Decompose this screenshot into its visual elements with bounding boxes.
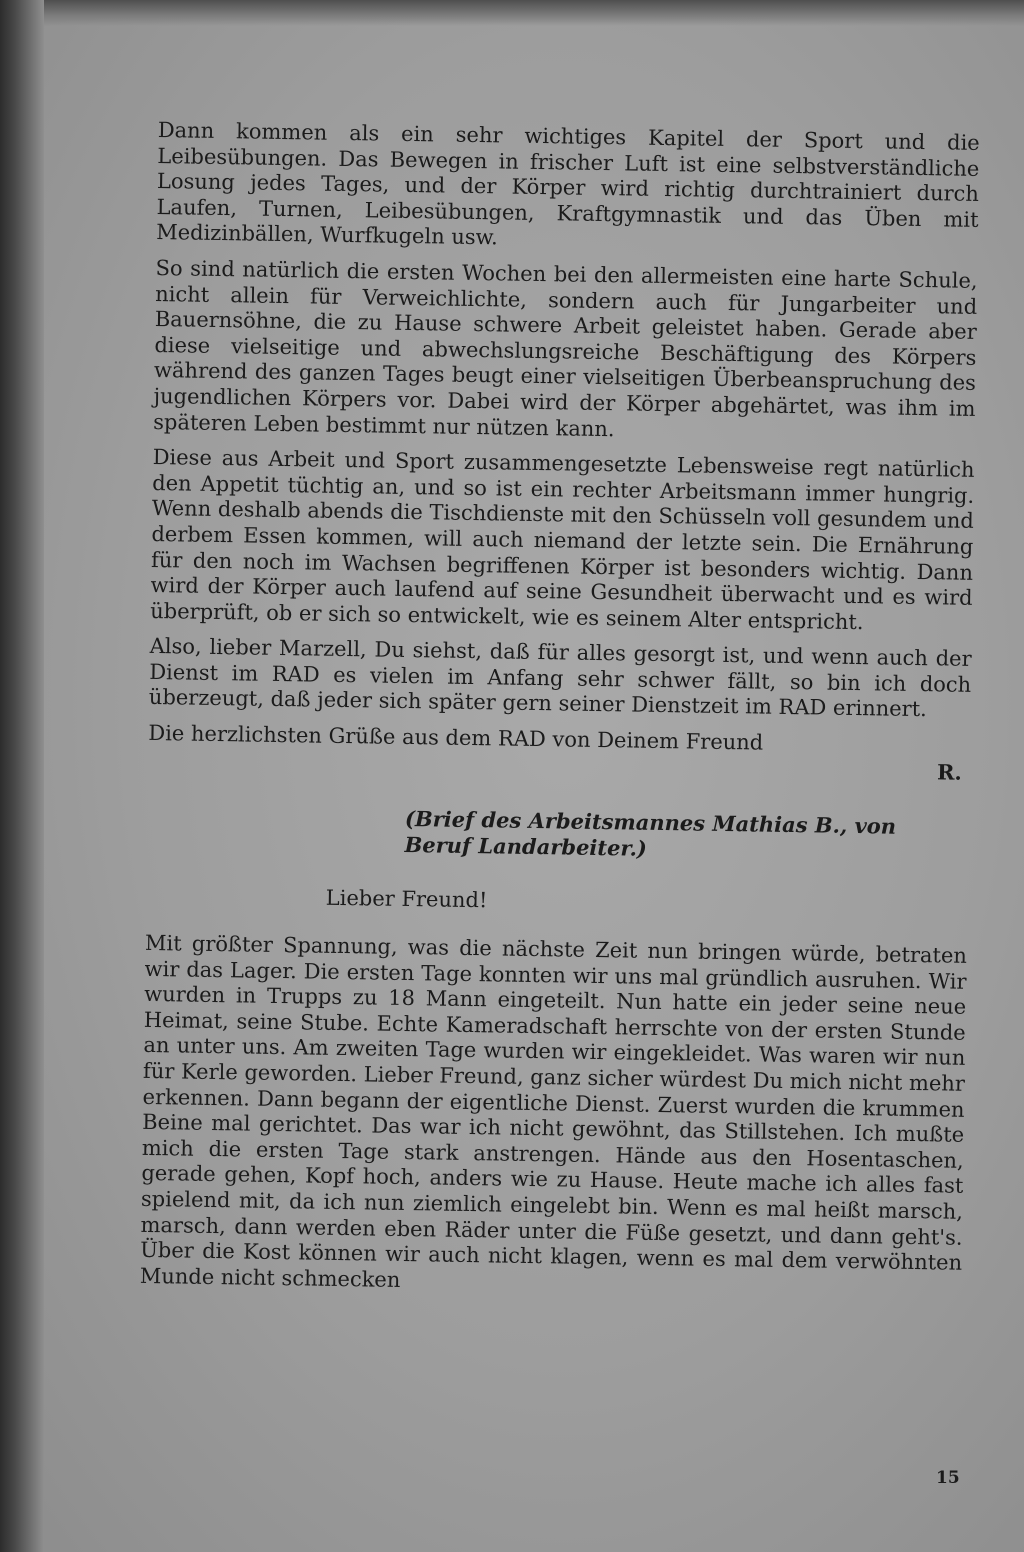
paragraph-appetite: Diese aus Arbeit und Sport zusammengesetzte Lebensweise regt natürlich den Appetit tüchtig an, und so ist ein rechter Arbeitsmann immer hungrig. Wenn deshalb abends die Tischdienste mit den Schüsseln voll gesundem und derbem Essen kommen, will auch niemand der letzte sein. Die Ernährung für den noch im Wachsen begriffenen Körper ist besonders wichtig. Dann wird der Körper auch laufend auf seine Gesundheit überwacht und es wird überprüft, ob er sich so entwickelt, wie es seinem Alter entspricht. <box>150 445 975 634</box>
page-text <box>139 118 979 1312</box>
paragraph-marzell: Also, lieber Marzell, Du siehst, daß für alles gesorgt ist, und wenn auch der Dienst im RAD es vielen im Anfang sehr schwer fällt, so bin ich doch überzeugt, daß jeder sich später gern seiner Dienstzeit im RAD erinnert. <box>148 634 972 722</box>
letter-salutation: Lieber Freund! <box>325 886 488 913</box>
page-number: 15 <box>936 1468 960 1488</box>
page-top-edge <box>44 0 1024 26</box>
letter-closing: Die herzlichsten Grüße aus dem RAD von Deinem Freund <box>148 720 764 755</box>
paragraph-first-weeks: So sind natürlich die ersten Wochen bei den allermeisten eine harte Schule, nicht allein für Verweichlichte, sondern auch für Jungarbeiter und Bauernsöhne, die zu Hause schwere Arbeit geleistet haben. Gerade aber diese vielseitige und abwechslungsreiche Beschäftigung des Körpers während des ganzen Tages beugt einer vielseitigen Überbeanspruchung des jugendlichen Körpers vor. Dabei wird der Körper abgehärtet, was ihm im späteren Leben bestimmt nur nützen kann. <box>153 255 978 441</box>
letter-signature: R. <box>936 758 963 785</box>
letter-body: Mit größter Spannung, was die nächste Zeit nun bringen würde, betraten wir das Lager. Die ersten Tage konnten wir uns mal gründlich ausruhen. Wir wurden in Trupps zu 18 Mann eingeteilt. Nun hatte ein jeder seine neue Heimat, seine Stube. Echte Kameradschaft herrschte von der ersten Stunde an unter uns. Am zweiten Tage wurden wir eingekleidet. Was waren wir nun für Kerle geworden. Lieber Freund, ganz sicher würdest Du mich nicht mehr erkennen. Dann begann der eigentliche Dienst. Zuerst wurden die krummen Beine mal gerichtet. Das war ich nicht gewöhnt, das Stillstehen. Ich mußte mich die ersten Tage stark anstrengen. Hände aus den Hosentaschen, gerade gehen, Kopf hoch, anders wie zu Hause. Heute mache ich alles fast spielend mit, da ich nun ziemlich eingelebt bin. Wenn es mal heißt marsch, marsch, dann werden eben Räder unter die Füße gesetzt, und dann geht's. Über die Kost können wir auch nicht klagen, wenn es mal dem verwöhnten Munde nicht schmecken <box>139 930 968 1292</box>
book-binding <box>0 0 44 1552</box>
letter-source: (Brief des Arbeitsmannes Mathias B., von Beruf Landarbeiter.) <box>404 806 897 861</box>
paragraph-sport: Dann kommen als ein sehr wichtiges Kapitel der Sport und die Leibesübungen. Das Bewegen in frischer Luft ist eine selbstverständliche Losung jedes Tages, und der Körper wird richtig durchtrainiert durch Laufen, Turnen, Leibesübungen, Kraftgymnastik und das Üben mit Medizinbällen, Wurfkugeln usw. <box>156 118 980 250</box>
